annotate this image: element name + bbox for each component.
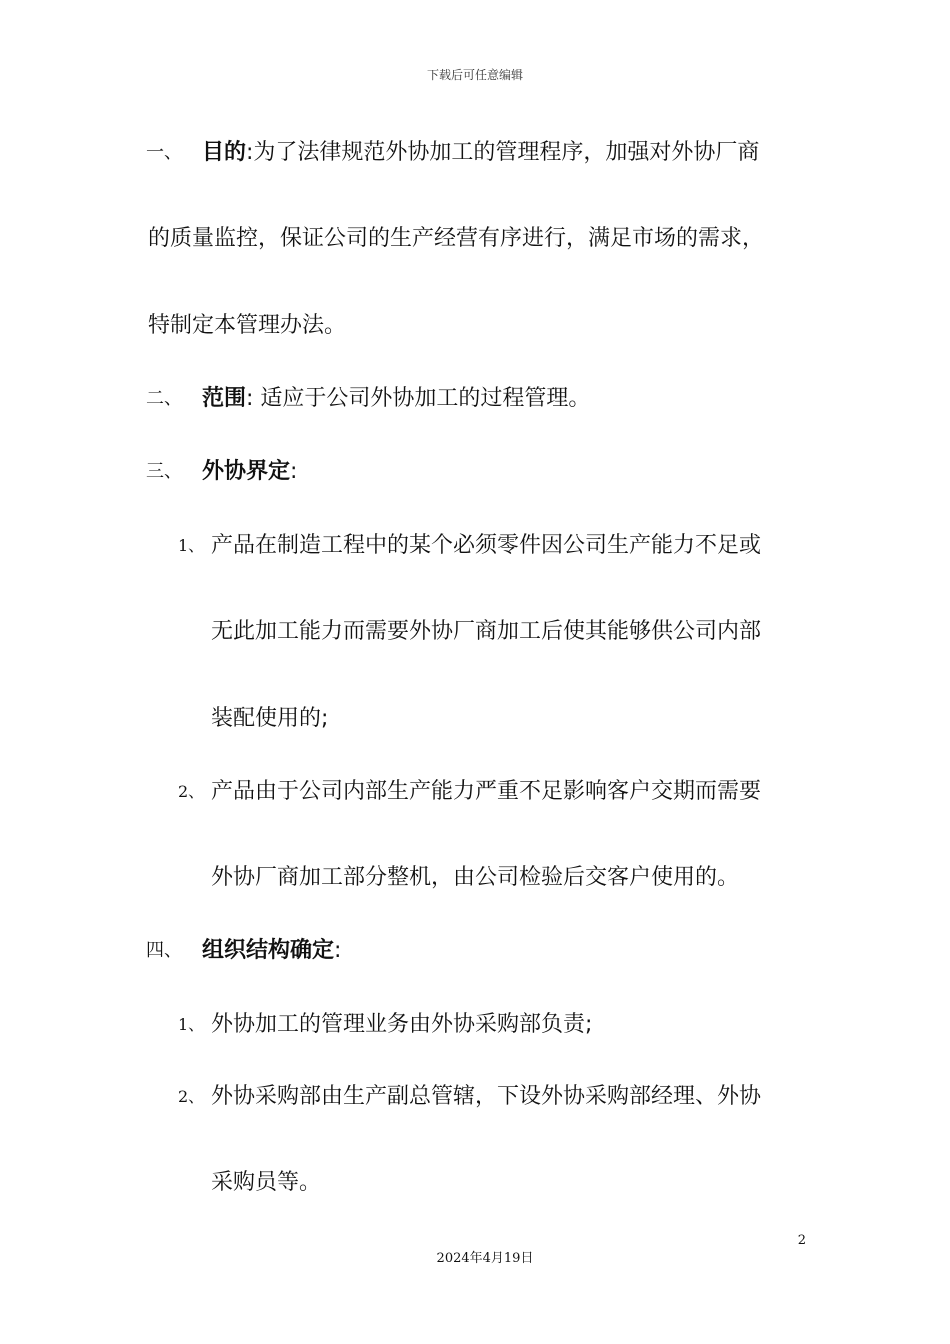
section-text: : 适应于公司外协加工的过程管理。 [246,386,591,411]
section-text: : [334,938,342,963]
item-number: 2、 [178,782,205,801]
section-4-line-1 [202,936,341,966]
page-number: 2 [797,1233,806,1248]
section-text: :为了法律规范外协加工的管理程序，加强对外协厂商 [246,140,760,165]
section-marker: 三、 [146,461,182,482]
section-title: 范围 [202,386,247,411]
section-1-line-1 [202,138,759,168]
section-1-line-3: 特制定本管理办法。 [148,313,347,338]
item-number: 1、 [178,536,205,555]
item-line: 产品由于公司内部生产能力严重不足影响客户交期而需要 [211,779,762,804]
item-number: 2、 [178,1087,205,1106]
item-line: 外协厂商加工部分整机，由公司检验后交客户使用的。 [211,865,740,890]
item-line: 装配使用的; [211,706,329,731]
item-line: 产品在制造工程中的某个必须零件因公司生产能力不足或 [211,533,762,558]
section-3-line-1 [202,457,297,487]
item-number: 1、 [178,1015,205,1034]
footer-date: 2024年4月19日 [436,1251,534,1266]
section-title: 组织结构确定 [202,938,335,963]
item-line: 无此加工能力而需要外协厂商加工后使其能够供公司内部 [211,619,762,644]
section-title: 目的 [202,140,247,165]
page-header: 下载后可任意编辑 [426,68,523,82]
section-title: 外协界定 [202,459,291,484]
item-line: 采购员等。 [211,1170,322,1195]
section-2-line-1 [202,384,590,414]
section-marker: 一、 [146,142,182,163]
item-line: 外协采购部由生产副总管辖，下设外协采购部经理、外协 [211,1084,762,1109]
section-text: : [290,459,298,484]
section-marker: 四、 [146,940,182,961]
section-1-line-2: 的质量监控，保证公司的生产经营有序进行，满足市场的需求， [148,226,765,251]
item-line: 外协加工的管理业务由外协采购部负责; [211,1012,593,1037]
section-marker: 二、 [146,388,182,409]
